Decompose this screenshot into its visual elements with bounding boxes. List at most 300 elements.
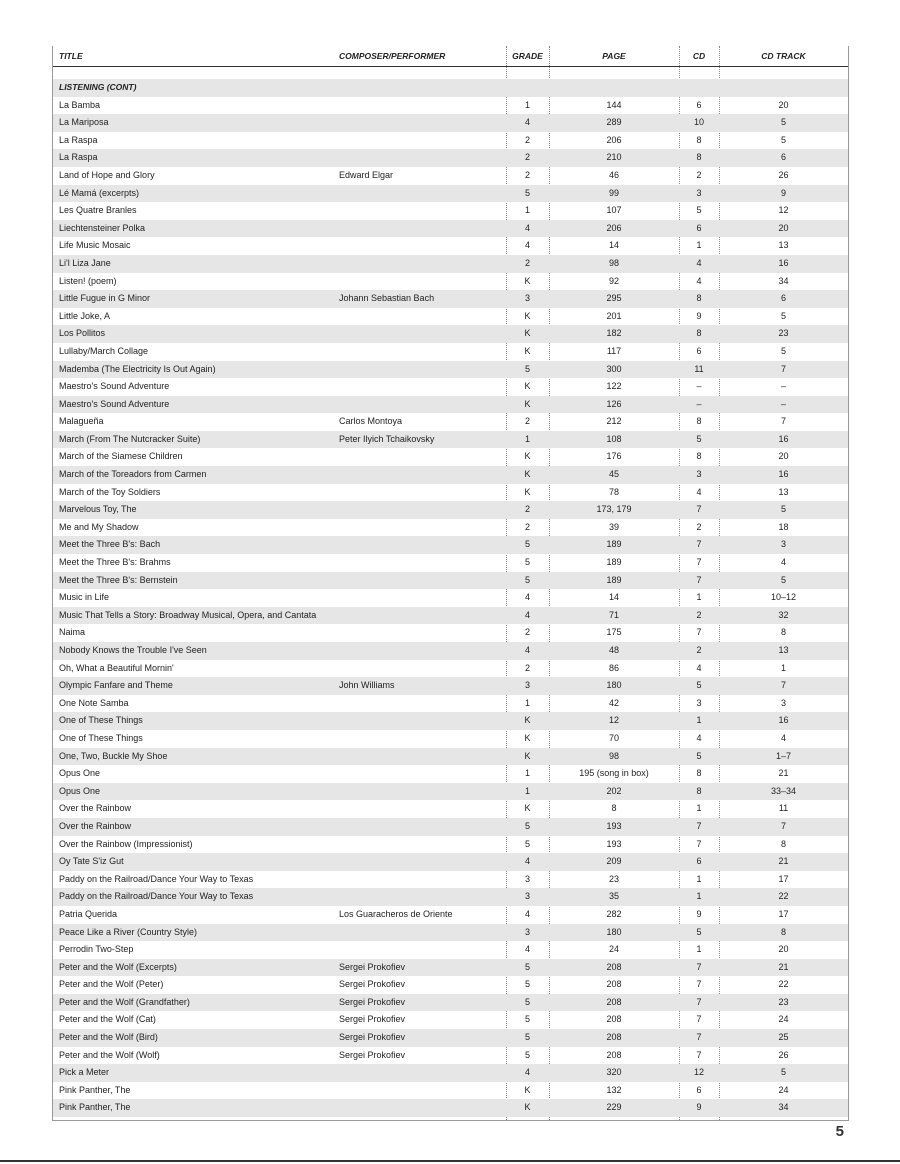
cell-title: Over the Rainbow (Impressionist) xyxy=(59,838,193,849)
table-row xyxy=(53,185,848,203)
section-heading-row xyxy=(53,79,848,97)
cell-cd: 2 xyxy=(696,521,702,532)
cell-grade: 5 xyxy=(524,979,530,990)
cell-cd: 7 xyxy=(679,501,719,519)
cell-cd-track: 16 xyxy=(719,712,848,730)
cell-cd: 8 xyxy=(696,134,702,145)
table-row xyxy=(53,448,848,466)
table-row xyxy=(53,466,848,484)
cell-cd-track: 6 xyxy=(719,149,848,167)
table-row xyxy=(53,818,848,836)
cell-page: 180 xyxy=(549,924,679,942)
cell-cd-track: 20 xyxy=(778,99,789,110)
cell-cd: 12 xyxy=(679,1064,719,1082)
cell-cd: 2 xyxy=(679,607,719,625)
cell-title: March (From The Nutcracker Suite) xyxy=(53,431,335,449)
table-row xyxy=(53,800,848,818)
cell-cd: 5 xyxy=(679,748,719,766)
cell-page: 208 xyxy=(549,959,679,977)
header-cd-track: CD TRACK xyxy=(719,46,848,67)
cell-title: Paddy on the Railroad/Dance Your Way to Texas xyxy=(53,888,335,906)
header-grade: GRADE xyxy=(506,46,549,67)
cell-title: March of the Toreadors from Carmen xyxy=(53,466,335,484)
cell-composer xyxy=(335,642,506,660)
cell-cd-track: 9 xyxy=(719,185,848,203)
cell-title: La Raspa xyxy=(53,149,335,167)
cell-grade: 2 xyxy=(524,521,530,532)
cell-title: Land of Hope and Glory xyxy=(59,169,155,180)
cell-cd-track: 6 xyxy=(719,290,848,308)
table-row xyxy=(53,97,848,115)
table-row xyxy=(53,396,848,414)
cell-composer xyxy=(335,607,506,625)
cell-cd-track: 13 xyxy=(719,642,848,660)
cell-title: Peter and the Wolf (Wolf) xyxy=(59,1049,160,1060)
cell-cd-track: 7 xyxy=(719,677,848,695)
cell-title: Life Music Mosaic xyxy=(59,240,131,251)
cell-page: 35 xyxy=(549,888,679,906)
cell-page: 45 xyxy=(549,466,679,484)
cell-composer xyxy=(335,448,506,466)
cell-grade: K xyxy=(524,345,531,356)
table-row xyxy=(53,290,848,308)
cell-page: 300 xyxy=(549,361,679,379)
cell-grade: K xyxy=(524,803,531,814)
cell-cd: 8 xyxy=(679,783,719,801)
cell-page: 193 xyxy=(549,818,679,836)
cell-grade: 2 xyxy=(524,627,530,638)
cell-grade: 5 xyxy=(506,536,549,554)
cell-grade: 4 xyxy=(524,240,530,251)
cell-composer xyxy=(335,378,506,396)
table-row xyxy=(53,554,848,572)
table-row xyxy=(53,237,848,255)
cell-composer xyxy=(335,273,506,291)
cell-cd-track: 3 xyxy=(719,536,848,554)
cell-title: Li'l Liza Jane xyxy=(53,255,335,273)
cell-grade: 4 xyxy=(506,114,549,132)
cell-composer xyxy=(335,519,506,537)
cell-page: 182 xyxy=(549,325,679,343)
cell-cd-track: 20 xyxy=(778,944,789,955)
cell-grade: 1 xyxy=(506,783,549,801)
cell-page: 210 xyxy=(549,149,679,167)
cell-grade: 1 xyxy=(524,205,530,216)
cell-page: 193 xyxy=(606,838,622,849)
cell-title: La Raspa xyxy=(59,134,98,145)
cell-cd-track: 25 xyxy=(719,1029,848,1047)
table-row xyxy=(53,853,848,871)
table-row xyxy=(53,519,848,537)
cell-cd: 10 xyxy=(679,114,719,132)
table-row xyxy=(53,871,848,889)
cell-cd: 3 xyxy=(696,697,702,708)
table-row xyxy=(53,1029,848,1047)
cell-composer xyxy=(335,765,506,783)
cell-cd: 1 xyxy=(679,888,719,906)
cell-cd-track: 5 xyxy=(719,501,848,519)
cell-cd-track: 16 xyxy=(719,466,848,484)
cell-cd: 1 xyxy=(679,712,719,730)
cell-grade: 5 xyxy=(506,959,549,977)
cell-composer xyxy=(335,924,506,942)
cell-page: 176 xyxy=(606,451,622,462)
cell-composer xyxy=(335,836,506,854)
cell-grade: 4 xyxy=(506,1064,549,1082)
cell-title: Pink Panther, The xyxy=(53,1099,335,1117)
page-bottom-rule xyxy=(0,1160,900,1162)
cell-cd: 9 xyxy=(679,1099,719,1117)
cell-grade: 4 xyxy=(506,853,549,871)
cell-title: Meet the Three B's: Bach xyxy=(53,536,335,554)
song-index-table xyxy=(53,46,848,1117)
table-row xyxy=(53,325,848,343)
cell-page: 189 xyxy=(606,557,622,568)
cell-grade: 5 xyxy=(506,572,549,590)
cell-page: 92 xyxy=(608,275,619,286)
cell-cd: 6 xyxy=(696,99,702,110)
cell-cd-track: 20 xyxy=(719,220,848,238)
cell-cd-track: 7 xyxy=(719,361,848,379)
cell-page: 78 xyxy=(608,486,619,497)
cell-page: 39 xyxy=(608,521,619,532)
cell-grade: 4 xyxy=(506,642,549,660)
cell-composer xyxy=(335,255,506,273)
cell-cd: – xyxy=(679,396,719,414)
cell-cd: 1 xyxy=(696,803,702,814)
cell-composer xyxy=(335,501,506,519)
cell-cd-track: 22 xyxy=(719,888,848,906)
cell-composer: Sergei Prokofiev xyxy=(335,1029,506,1047)
table-row xyxy=(53,114,848,132)
cell-page: 189 xyxy=(549,536,679,554)
cell-composer: Sergei Prokofiev xyxy=(339,1049,406,1060)
cell-cd: 1 xyxy=(696,944,702,955)
cell-composer xyxy=(335,237,506,255)
cell-cd-track: 26 xyxy=(778,1049,789,1060)
cell-page: 212 xyxy=(606,416,622,427)
cell-page: 189 xyxy=(549,572,679,590)
table-row xyxy=(53,1082,848,1100)
cell-page: 289 xyxy=(549,114,679,132)
cell-cd-track: 21 xyxy=(778,768,789,779)
cell-title: Peter and the Wolf (Excerpts) xyxy=(53,959,335,977)
table-row xyxy=(53,994,848,1012)
table-row xyxy=(53,1064,848,1082)
cell-title: Nobody Knows the Trouble I've Seen xyxy=(53,642,335,660)
cell-grade: K xyxy=(524,310,531,321)
table-row xyxy=(53,712,848,730)
table-row xyxy=(53,836,848,854)
table-row xyxy=(53,589,848,607)
cell-grade: 1 xyxy=(524,768,530,779)
cell-grade: K xyxy=(524,732,531,743)
cell-composer xyxy=(335,783,506,801)
table-row xyxy=(53,167,848,185)
table-row xyxy=(53,202,848,220)
cell-title: Maestro's Sound Adventure xyxy=(53,396,335,414)
cell-grade: K xyxy=(506,466,549,484)
cell-composer xyxy=(335,536,506,554)
cell-page: 320 xyxy=(549,1064,679,1082)
cell-cd: 5 xyxy=(679,677,719,695)
table-row xyxy=(53,642,848,660)
cell-cd: 7 xyxy=(679,536,719,554)
cell-title: Perrodin Two-Step xyxy=(59,944,134,955)
cell-page: 208 xyxy=(549,994,679,1012)
cell-cd: 1 xyxy=(696,592,702,603)
spacer-row xyxy=(53,67,848,80)
cell-title: Maestro's Sound Adventure xyxy=(59,381,170,392)
cell-grade: K xyxy=(524,381,531,392)
cell-cd: 4 xyxy=(679,255,719,273)
table-row xyxy=(53,536,848,554)
cell-composer: Sergei Prokofiev xyxy=(339,1014,406,1025)
cell-cd: 6 xyxy=(696,345,702,356)
cell-cd-track: 12 xyxy=(778,205,789,216)
cell-composer xyxy=(335,220,506,238)
cell-title: Paddy on the Railroad/Dance Your Way to Texas xyxy=(59,873,254,884)
cell-page: 122 xyxy=(606,381,622,392)
cell-grade: 2 xyxy=(506,255,549,273)
cell-grade: 4 xyxy=(524,944,530,955)
cell-cd: 5 xyxy=(679,431,719,449)
table-row xyxy=(53,413,848,431)
cell-page: 86 xyxy=(608,662,619,673)
cell-cd: 8 xyxy=(679,290,719,308)
cell-grade: 4 xyxy=(506,220,549,238)
cell-title: Malagueña xyxy=(59,416,104,427)
cell-grade: 5 xyxy=(506,361,549,379)
cell-composer xyxy=(335,97,506,115)
header-page: PAGE xyxy=(549,46,679,67)
cell-page: 208 xyxy=(606,979,622,990)
cell-title: Meet the Three B's: Bernstein xyxy=(53,572,335,590)
cell-title: March of the Toy Soldiers xyxy=(59,486,161,497)
cell-title: Pick a Meter xyxy=(53,1064,335,1082)
cell-grade: 5 xyxy=(506,1029,549,1047)
cell-cd-track: 13 xyxy=(778,240,789,251)
cell-cd: 9 xyxy=(696,310,702,321)
table-row xyxy=(53,695,848,713)
cell-composer xyxy=(335,695,506,713)
cell-title: Los Pollitos xyxy=(53,325,335,343)
cell-cd-track: 23 xyxy=(719,325,848,343)
cell-title: Peter and the Wolf (Peter) xyxy=(59,979,164,990)
cell-title: Olympic Fanfare and Theme xyxy=(53,677,335,695)
cell-grade: K xyxy=(524,451,531,462)
cell-cd: 2 xyxy=(696,169,702,180)
cell-title: One of These Things xyxy=(59,732,143,743)
cell-cd-track: 5 xyxy=(719,114,848,132)
cell-grade: 4 xyxy=(524,908,530,919)
cell-cd: 3 xyxy=(679,466,719,484)
cell-page: 108 xyxy=(549,431,679,449)
cell-cd-track: 4 xyxy=(780,732,786,743)
cell-grade: 1 xyxy=(524,99,530,110)
table-row xyxy=(53,361,848,379)
cell-title: Oy Tate S'iz Gut xyxy=(53,853,335,871)
cell-cd-track: 26 xyxy=(778,169,789,180)
cell-title: Naima xyxy=(59,627,86,638)
cell-grade: 3 xyxy=(506,888,549,906)
table-row xyxy=(53,1099,848,1117)
cell-cd-track: 5 xyxy=(780,134,786,145)
cell-page: 209 xyxy=(549,853,679,871)
cell-composer xyxy=(335,361,506,379)
cell-composer xyxy=(335,624,506,642)
cell-grade: K xyxy=(506,1099,549,1117)
cell-composer xyxy=(335,149,506,167)
cell-composer: Carlos Montoya xyxy=(339,416,403,427)
table-row xyxy=(53,888,848,906)
cell-cd-track: 5 xyxy=(719,572,848,590)
cell-title: Peace Like a River (Country Style) xyxy=(53,924,335,942)
cell-page: 12 xyxy=(549,712,679,730)
cell-composer: Peter Ilyich Tchaikovsky xyxy=(335,431,506,449)
cell-title: Opus One xyxy=(53,783,335,801)
table-row xyxy=(53,378,848,396)
cell-title: Meet the Three B's: Brahms xyxy=(59,557,171,568)
table-row xyxy=(53,677,848,695)
cell-cd: 7 xyxy=(696,1014,702,1025)
cell-grade: 2 xyxy=(524,662,530,673)
cell-page: 201 xyxy=(606,310,622,321)
cell-cd: 8 xyxy=(696,451,702,462)
cell-cd-track: 11 xyxy=(778,803,789,814)
table-row xyxy=(53,273,848,291)
cell-page: 180 xyxy=(549,677,679,695)
cell-page: 42 xyxy=(608,697,619,708)
cell-cd-track: 3 xyxy=(780,697,786,708)
cell-title: Oh, What a Beautiful Mornin' xyxy=(59,662,174,673)
cell-page: 175 xyxy=(606,627,622,638)
cell-cd: 7 xyxy=(679,959,719,977)
cell-cd: 5 xyxy=(679,924,719,942)
cell-composer xyxy=(335,1082,506,1100)
table-row xyxy=(53,572,848,590)
cell-cd-track: 10–12 xyxy=(770,592,797,603)
cell-page: 195 (song in box) xyxy=(579,768,649,779)
cell-cd: 7 xyxy=(696,838,702,849)
cell-page: 14 xyxy=(608,592,619,603)
cell-composer xyxy=(335,712,506,730)
cell-page: 14 xyxy=(608,240,619,251)
page-number: 5 xyxy=(835,1123,844,1140)
table-row xyxy=(53,431,848,449)
table-row xyxy=(53,976,848,994)
cell-composer: Sergei Prokofiev xyxy=(335,959,506,977)
cell-cd: 6 xyxy=(679,853,719,871)
cell-cd: 8 xyxy=(696,768,702,779)
cell-page: 173, 179 xyxy=(549,501,679,519)
table-row xyxy=(53,343,848,361)
cell-grade: 1 xyxy=(506,431,549,449)
cell-composer xyxy=(335,853,506,871)
cell-composer xyxy=(335,941,506,959)
cell-page: 208 xyxy=(606,1014,622,1025)
table-row xyxy=(53,959,848,977)
cell-grade: 5 xyxy=(524,1049,530,1060)
cell-title: Opus One xyxy=(59,768,101,779)
cell-title: Peter and the Wolf (Grandfather) xyxy=(53,994,335,1012)
table-row xyxy=(53,660,848,678)
cell-grade: 4 xyxy=(524,592,530,603)
cell-composer xyxy=(335,888,506,906)
cell-title: Marvelous Toy, The xyxy=(53,501,335,519)
cell-page: 24 xyxy=(608,944,619,955)
cell-page: 282 xyxy=(606,908,622,919)
table-row xyxy=(53,941,848,959)
cell-cd-track: 7 xyxy=(719,818,848,836)
cell-page: 70 xyxy=(608,732,619,743)
cell-cd-track: 16 xyxy=(719,431,848,449)
cell-cd: 7 xyxy=(679,818,719,836)
cell-cd-track: 16 xyxy=(719,255,848,273)
cell-grade: 2 xyxy=(524,416,530,427)
cell-cd-track: 13 xyxy=(778,486,789,497)
cell-page: 48 xyxy=(549,642,679,660)
cell-cd-track: 34 xyxy=(778,275,789,286)
header-composer: COMPOSER/PERFORMER xyxy=(335,46,506,67)
table-row xyxy=(53,624,848,642)
cell-title: One, Two, Buckle My Shoe xyxy=(53,748,335,766)
cell-grade: K xyxy=(506,748,549,766)
cell-composer xyxy=(335,1099,506,1117)
cell-title: Music That Tells a Story: Broadway Musical, Opera, and Cantata xyxy=(53,607,335,625)
cell-cd-track: 5 xyxy=(780,310,786,321)
cell-page: 46 xyxy=(608,169,619,180)
cell-page: 202 xyxy=(549,783,679,801)
cell-composer xyxy=(335,1064,506,1082)
table-row xyxy=(53,765,848,783)
table-row xyxy=(53,906,848,924)
cell-grade: K xyxy=(506,712,549,730)
cell-composer xyxy=(335,748,506,766)
cell-grade: 5 xyxy=(524,838,530,849)
cell-cd: 6 xyxy=(679,220,719,238)
cell-page: 132 xyxy=(606,1084,622,1095)
table-row xyxy=(53,501,848,519)
cell-title: March of the Siamese Children xyxy=(59,451,183,462)
cell-title: Peter and the Wolf (Cat) xyxy=(59,1014,156,1025)
cell-grade: 5 xyxy=(506,994,549,1012)
cell-page: 126 xyxy=(549,396,679,414)
cell-composer xyxy=(335,800,506,818)
cell-title: Lé Mamá (excerpts) xyxy=(53,185,335,203)
cell-composer xyxy=(335,660,506,678)
cell-grade: 5 xyxy=(506,185,549,203)
cell-title: Lullaby/March Collage xyxy=(59,345,149,356)
cell-title: La Bamba xyxy=(59,99,101,110)
cell-cd-track: 20 xyxy=(778,451,789,462)
cell-cd: 7 xyxy=(696,627,702,638)
cell-cd-track: 23 xyxy=(719,994,848,1012)
cell-composer xyxy=(335,202,506,220)
cell-title: Mademba (The Electricity Is Out Again) xyxy=(53,361,335,379)
cell-grade: 2 xyxy=(524,169,530,180)
cell-title: Me and My Shadow xyxy=(59,521,139,532)
cell-cd: 7 xyxy=(679,1029,719,1047)
cell-composer xyxy=(335,554,506,572)
cell-cd-track: 18 xyxy=(778,521,789,532)
cell-grade: 5 xyxy=(524,557,530,568)
cell-cd: 8 xyxy=(696,416,702,427)
cell-title: Music in Life xyxy=(59,592,110,603)
table-row xyxy=(53,1011,848,1029)
table-row xyxy=(53,132,848,150)
cell-cd: 11 xyxy=(679,361,719,379)
